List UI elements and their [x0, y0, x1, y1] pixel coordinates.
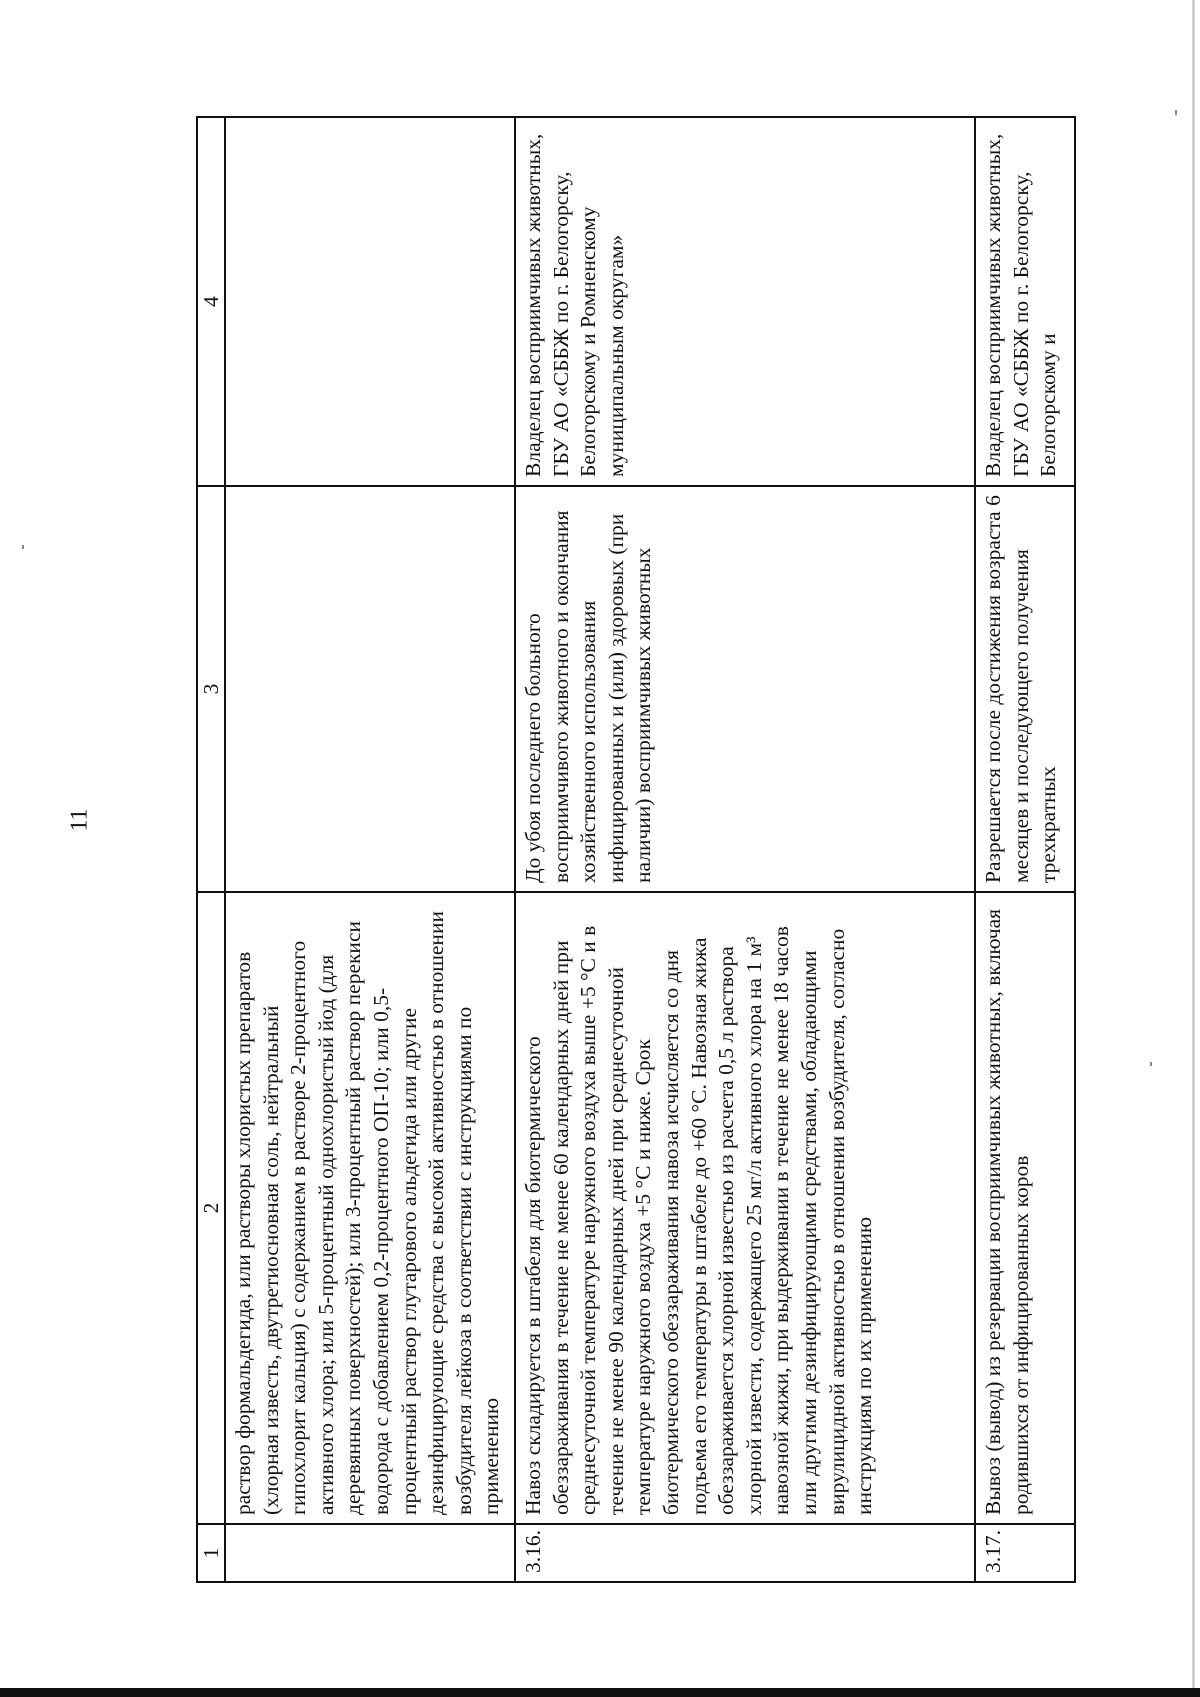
header-cell-3: 3 — [197, 486, 225, 892]
page-number: 11 — [66, 808, 93, 832]
deadline-cell: Разрешается после достижения возраста 6 месяцев и последующего получения трехкратных — [975, 486, 1075, 892]
responsible-cell — [225, 117, 515, 486]
measure-cell: раствор формальдегида, или растворы хлористых препаратов (хлорная известь, двутретиосновная соль, нейтральный гипохлорит кальция) с содержанием в растворе 2-процентного активного хлора; или 5-процентный однохлористый йод (для деревянных поверхностей); или 3-процентный раствор перекиси водорода с добавлением 0,2-процентного ОП-10; или 0,5-процентный раствор глутарового альдегида или другие дезинфицирующие средства с высокой активностью в отношении возбудителя лейкоза в соответствии с инструкциями по применению — [225, 892, 515, 1524]
header-cell-2: 2 — [197, 892, 225, 1524]
header-cell-4: 4 — [197, 117, 225, 486]
deadline-cell — [225, 486, 515, 892]
deadline-cell: До убоя последнего больного восприимчивого животного и окончания хозяйственного использования инфицированных и (или) здоровых (при наличии) восприимчивых животных — [515, 486, 975, 892]
responsible-cell: Владелец восприимчивых животных, ГБУ АО «СББЖ по г. Белогорску, Белогорскому и — [975, 117, 1075, 486]
row-number-cell: 3.16. — [515, 1524, 975, 1582]
row-number-cell: 3.17. — [975, 1524, 1075, 1582]
table-row — [515, 117, 975, 1582]
row-number-cell — [225, 1524, 515, 1582]
scan-edge-line — [1192, 0, 1195, 1697]
table-row — [225, 117, 515, 1582]
scan-speck — [1175, 110, 1177, 115]
scan-speck — [22, 545, 24, 549]
table-row — [975, 117, 1075, 1582]
measures-table — [196, 116, 1076, 1583]
measure-cell: Вывоз (вывод) из резервации восприимчивых животных, включая родившихся от инфицированных коров — [975, 892, 1075, 1524]
scan-speck — [1150, 1062, 1152, 1066]
scan-bottom-edge — [0, 1688, 1200, 1697]
table-frame — [196, 118, 1073, 1583]
responsible-cell: Владелец восприимчивых животных, ГБУ АО «СББЖ по г. Белогорску, Белогорскому и Ромненскому муниципальным округам» — [515, 117, 975, 486]
table-header-row — [197, 117, 225, 1582]
measure-cell: Навоз складируется в штабеля для биотермического обеззараживания в течение не менее 60 календарных дней при среднесуточной температуре наружного воздуха выше +5 °С и в течение не менее 90 календарных дней при среднесуточной температуре наружного воздуха +5 °С и ниже. Срок биотермического обеззараживания навоза исчисляется со дня подъема его температуры в штабеле до +60 °С. Навозная жижа обеззараживается хлорной известью из расчета 0,5 л раствора хлорной извести, содержащего 25 мг/л активного хлора на 1 м³ навозной жижи, при выдерживании в течение не менее 18 часов или другими дезинфицирующими средствами, обладающими вирулицидной активностью в отношении возбудителя, согласно инструкциям по их применению — [515, 892, 975, 1524]
header-cell-1: 1 — [197, 1524, 225, 1582]
